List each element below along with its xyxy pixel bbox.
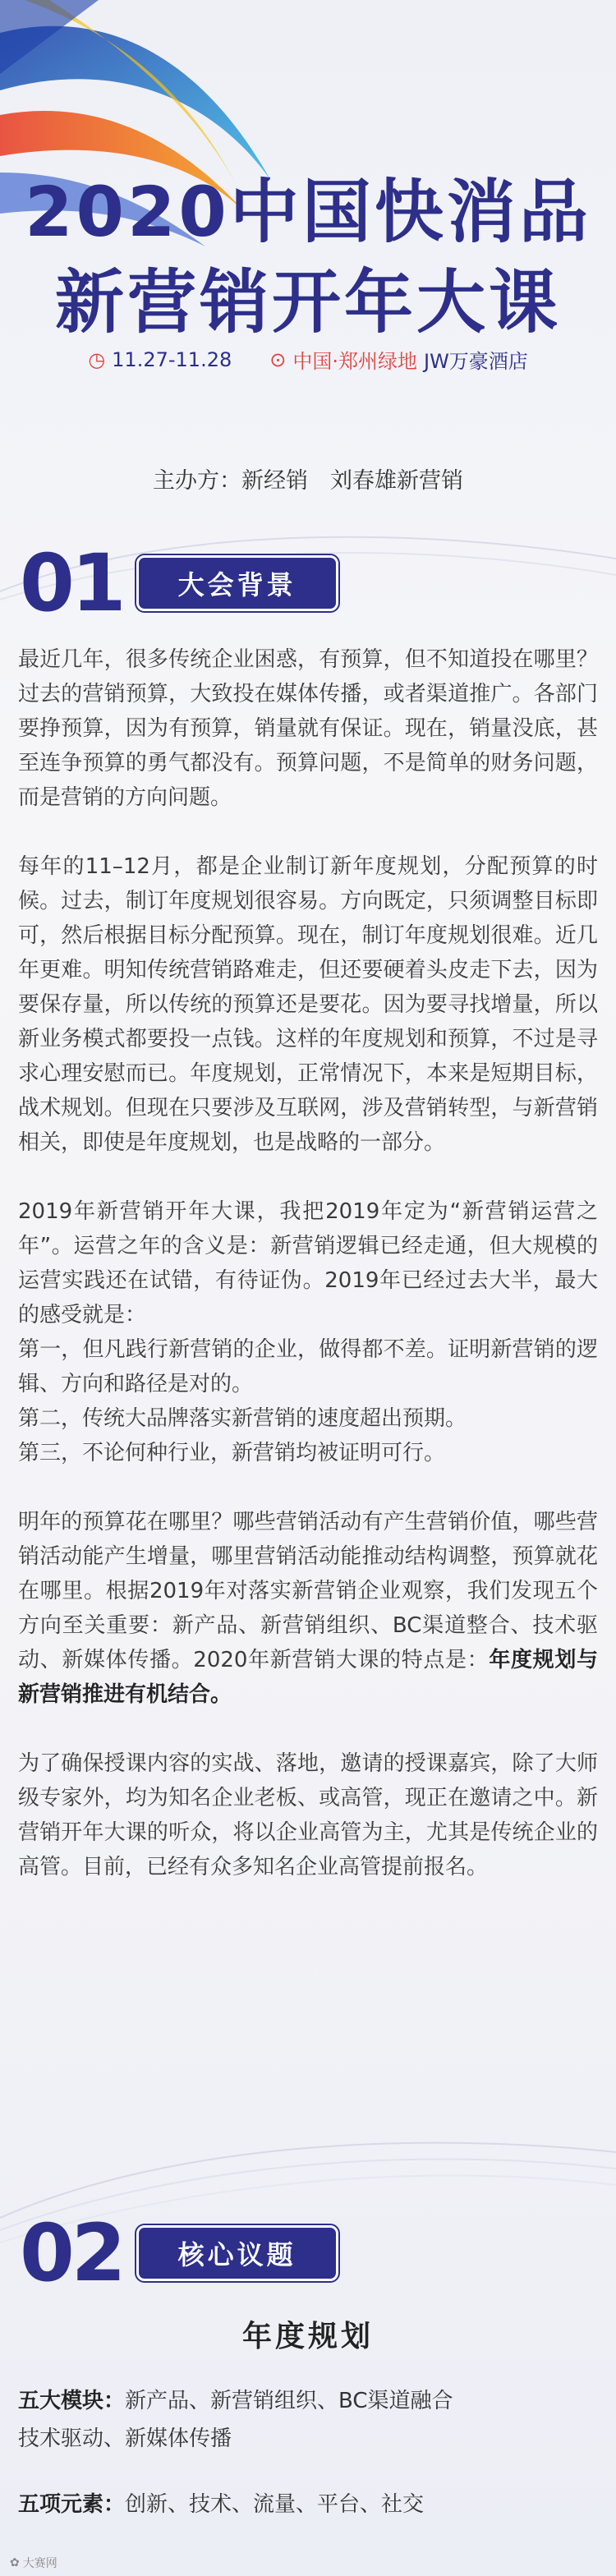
agenda-subtitle: 年度规划 <box>241 2320 374 2353</box>
section-2-number: 02 <box>20 2207 123 2299</box>
agenda-modules-text: 新产品、新营销组织、BC渠道融合 <box>125 2389 453 2413</box>
event-location <box>269 345 528 374</box>
event-date-text: 11.27-11.28 <box>112 347 232 371</box>
watermark-text: 大赛网 <box>22 2557 57 2570</box>
clock-icon: ◷ <box>88 347 106 371</box>
list-item: 第三，不论何种行业，新营销均被证明可行。 <box>18 1441 446 1465</box>
list-item: 第一，但凡践行新营销的企业，做得都不差。证明新营销的逻辑、方向和路径是对的。 <box>18 1337 598 1396</box>
event-location-hotel: JW万豪酒店 <box>423 350 528 373</box>
list-item: 第二，传统大品牌落实新营销的速度超出预期。 <box>18 1406 467 1431</box>
paragraph: 为了确保授课内容的实战、落地，邀请的授课嘉宾，除了大师级专家外，均为知名企业老板、或高管，现正在邀请之中。新营销开年大课的听众，将以企业高管为主，尤其是传统企业的高管。目前，已经有众多知名企业高管提前报名。 <box>18 1751 598 1879</box>
section-1-header <box>20 537 338 629</box>
paragraph-text: 明年的预算花在哪里？哪些营销活动有产生营销价值，哪些营销活动能产生增量，哪里营销活动能推动结构调整，预算就花在哪里。根据2019年对落实新营销企业观察，我们发现五个方向至关重要：新产品、新营销组织、BC渠道整合、技术驱动、新媒体传播。2020年新营销大课的特点是： <box>18 1510 598 1672</box>
section-2-header <box>20 2207 338 2299</box>
agenda-elements-label: 五项元素： <box>18 2492 126 2517</box>
section-1-number: 01 <box>20 537 123 629</box>
event-host: 主办方：新经销 刘春雄新营销 <box>153 468 463 494</box>
watermark <box>10 2555 57 2571</box>
paragraph: 最近几年，很多传统企业困惑，有预算，但不知道投在哪里？过去的营销预算，大致投在媒体传播，或者渠道推广。各部门要挣预算，因为有预算，销量就有保证。现在，销量没底，甚至连争预算的勇气都没有。预算问题，不是简单的财务问题，而是营销的方向问题。 <box>18 647 598 810</box>
paragraph <box>18 1505 598 1712</box>
section-1-body <box>18 642 598 1919</box>
location-pin-icon: ⊙ <box>269 347 287 371</box>
section-1-title: 大会背景 <box>136 555 338 611</box>
section-2-title: 核心议题 <box>136 2225 338 2281</box>
event-meta <box>0 345 616 374</box>
agenda-modules-cont: 技术驱动、新媒体传播 <box>18 2426 232 2451</box>
agenda-modules <box>18 2382 598 2420</box>
agenda-modules-label: 五大模块： <box>18 2389 126 2413</box>
event-title-line2: 新营销开年大课 <box>54 262 561 343</box>
highlight-text: 年度规划与新营销推进有机结合。 <box>18 1648 598 1707</box>
event-date <box>88 345 232 374</box>
agenda-elements-text: 创新、技术、流量、平台、社交 <box>125 2492 425 2517</box>
paragraph: 每年的11–12月，都是企业制订新年度规划，分配预算的时候。过去，制订年度规划很容易。方向既定，只须调整目标即可，然后根据目标分配预算。现在，制订年度规划很难。近几年更难。明知传统营销路难走，但还要硬着头皮走下去，因为要保存量，所以传统的预算还是要花。因为要寻找增量，所以新业务模式都要投一点钱。这样的年度规划和预算，不过是寻求心理安慰而已。年度规划，正常情况下，本来是短期目标，战术规划。但现在只要涉及互联网，涉及营销转型，与新营销相关，即使是年度规划，也是战略的一部分。 <box>18 854 598 1155</box>
paragraph: 2019年新营销开年大课，我把2019年定为“新营销运营之年”。运营之年的含义是：新营销逻辑已经走通，但大规模的运营实践还在试错，有待证伪。2019年已经过去大半，最大的感受就是： <box>18 1199 598 1327</box>
event-title-line1: 2020中国快消品 <box>25 172 591 252</box>
watermark-icon: ✿ <box>10 2556 20 2569</box>
agenda-elements <box>18 2486 598 2523</box>
event-location-prefix: 中国·郑州绿地 <box>292 350 417 373</box>
